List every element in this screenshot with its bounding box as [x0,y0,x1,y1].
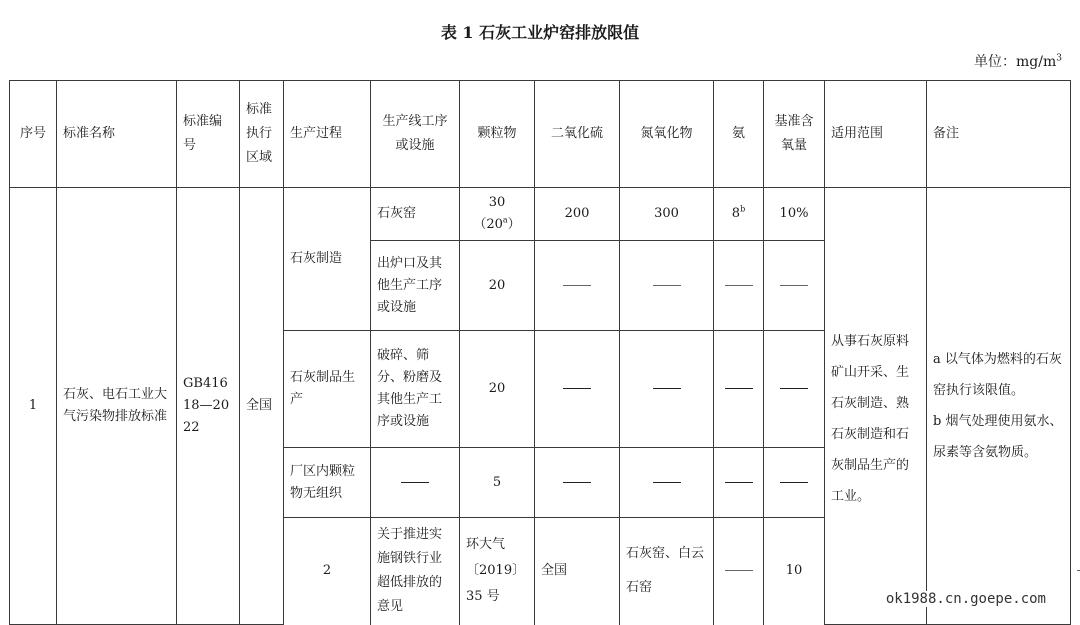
row1-outlet-pm: 20 [460,241,535,331]
dash-line [780,285,808,286]
header-process: 生产过程 [284,81,371,188]
row1-kiln-oxygen: 10% [764,188,825,241]
dash-line [725,388,753,389]
row1-seq: 1 [10,188,57,625]
table-row [10,188,1071,241]
empty-dash [764,241,825,331]
header-nox: 氮氧化物 [620,81,714,188]
table-title: 表 1 石灰工业炉窑排放限值 [440,23,640,42]
empty-dash [714,331,764,448]
row2-seq: 2 [284,518,371,625]
row2-process: 石灰窑、白云石窑 [620,518,714,625]
dash-line [653,388,681,389]
empty-dash [620,241,714,331]
row1-crush-pm: 20 [460,331,535,448]
header-name: 标准名称 [57,81,177,188]
row1-notes [927,188,1071,625]
watermark-text: ok1988.cn.goepe.com [885,591,1046,607]
row1-kiln-so2: 200 [535,188,620,241]
header-line: 生产线工序或设施 [371,81,460,188]
kiln-pm-close: ） [507,217,521,232]
row2-name: 关于推进实施钢铁行业超低排放的意见 [371,518,460,625]
empty-dash [714,518,764,625]
empty-dash [764,331,825,448]
dash-line [401,482,429,483]
header-seq: 序号 [10,81,57,188]
header-scope: 适用范围 [825,81,927,188]
dash-line [653,482,681,483]
unit-superscript: 3 [1056,53,1062,64]
header-nh3: 氨 [714,81,764,188]
header-region: 标准执行区域 [240,81,284,188]
empty-dash [535,448,620,518]
dash-line [780,388,808,389]
empty-dash [620,331,714,448]
row2-region: 全国 [535,518,620,625]
dash-line [725,285,753,286]
dash-line [563,285,591,286]
header-so2: 二氧化硫 [535,81,620,188]
empty-dash [714,448,764,518]
row1-number: GB41618—2022 [177,188,240,625]
row1-kiln-line: 石灰窑 [371,188,460,241]
header-oxygen: 基准含氧量 [764,81,825,188]
header-notes: 备注 [927,81,1071,188]
row1-process-lime: 石灰制造 [284,188,371,331]
note-a: a 以气体为燃料的石灰窑执行该限值。 [933,352,1062,398]
kiln-nh3-value: 8 [731,206,741,221]
row1-region: 全国 [240,188,284,625]
row1-kiln-nox: 300 [620,188,714,241]
row1-scope: 从事石灰原料矿山开采、生石灰制造、熟石灰制造和石灰制品生产的工业。 [825,188,927,625]
kiln-nh3-sup: b [740,204,746,214]
row1-process-fugitive: 厂区内颗粒物无组织 [284,448,371,518]
empty-dash [764,448,825,518]
row1-outlet-line: 出炉口及其他生产工序或设施 [371,241,460,331]
kiln-pm-sup: a [502,215,508,225]
row1-process-products: 石灰制品生产 [284,331,371,448]
dash-line [780,482,808,483]
kiln-pm-value: 30（20 [473,195,506,232]
row2-pm: 10 [764,518,825,625]
row1-fugitive-pm: 5 [460,448,535,518]
dash-line [653,285,681,286]
row2-number: 环大气〔2019〕35 号 [460,518,535,625]
empty-dash [714,241,764,331]
unit-prefix: 单位：mg/m [974,54,1057,70]
header-number: 标准编号 [177,81,240,188]
dash-line [725,570,753,571]
dash-line [563,388,591,389]
header-row [10,81,1071,188]
row1-name: 石灰、电石工业大气污染物排放标准 [57,188,177,625]
empty-dash [620,448,714,518]
emission-limits-table [9,80,1071,625]
header-pm: 颗粒物 [460,81,535,188]
empty-dash [371,448,460,518]
row1-kiln-pm [460,188,535,241]
row1-kiln-nh3 [714,188,764,241]
empty-dash [535,331,620,448]
dash-line [725,482,753,483]
row1-crush-line: 破碎、筛分、粉磨及其他生产工序或设施 [371,331,460,448]
dash-line [563,482,591,483]
note-b: b 烟气处理使用氨水、尿素等含氨物质。 [933,414,1063,460]
unit-label [974,51,1062,71]
empty-dash [535,241,620,331]
